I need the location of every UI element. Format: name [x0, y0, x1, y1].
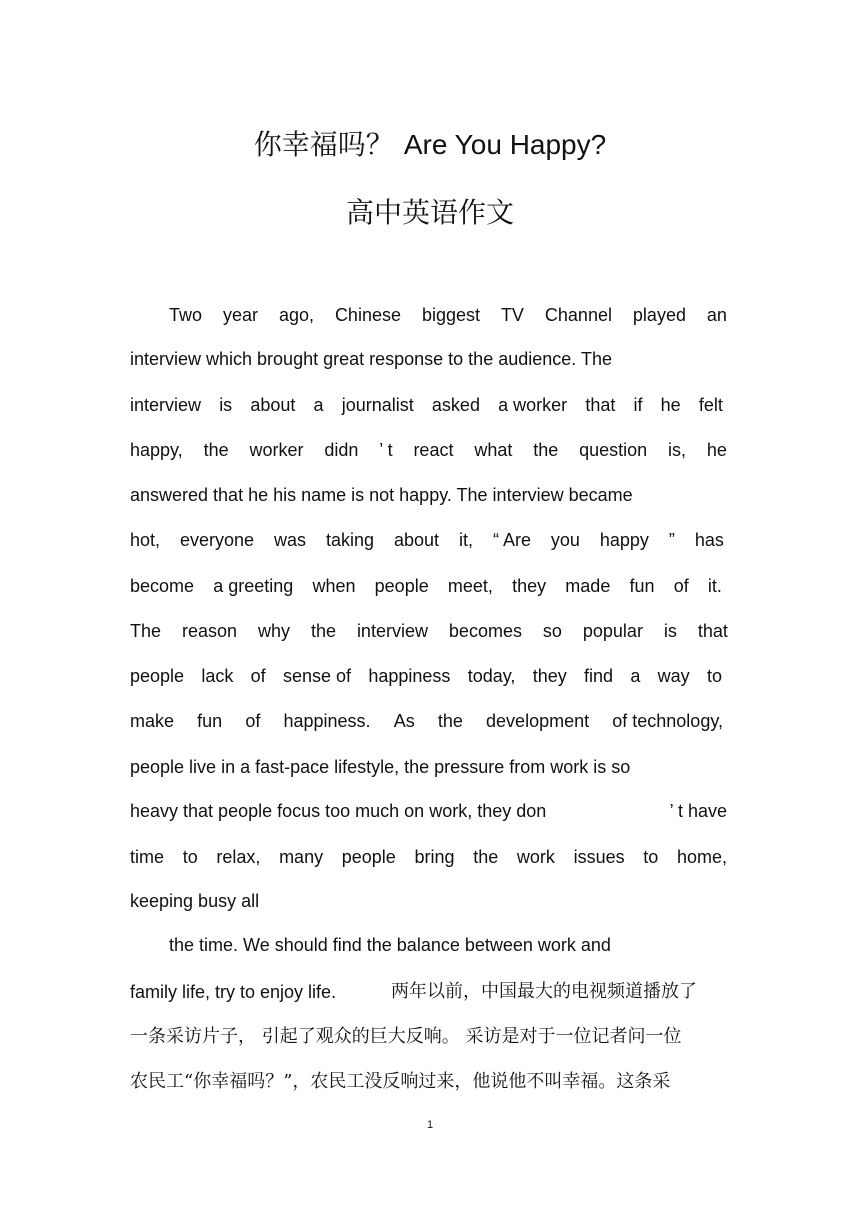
word: a worker [498, 395, 568, 415]
word: was [274, 530, 307, 550]
word: find [584, 666, 614, 686]
paragraph-line: answered that he his name is not happy. The interview became [130, 485, 633, 505]
paragraph-line: 农民工“你幸福吗？”，农民工没反响过来，他说他不叫幸福。这条采 [130, 1071, 671, 1092]
word: Channel [544, 305, 612, 325]
word: people [130, 666, 185, 686]
word: development [486, 711, 590, 731]
word: to [643, 847, 659, 867]
paragraph-line: the time. We should find the balance between work and [169, 935, 611, 955]
word: they [532, 666, 567, 686]
paragraph-line [130, 707, 723, 735]
word: fun [197, 711, 223, 731]
line-text: heavy that people focus too much on work, they don [130, 801, 547, 821]
word: “ Are [492, 530, 531, 550]
word: that [697, 621, 728, 641]
word: make [130, 711, 175, 731]
word: is [663, 621, 677, 641]
word: people [341, 847, 396, 867]
paragraph-line: 一条采访片子， 引起了观众的巨大反响。 采访是对于一位记者问一位 [130, 1026, 682, 1047]
word: he [660, 395, 681, 415]
line-tail: ’ t have [669, 801, 727, 821]
word: As [393, 711, 415, 731]
word: a [313, 395, 324, 415]
word: biggest [421, 305, 480, 325]
word: when [312, 576, 356, 596]
word: you [550, 530, 580, 550]
word: home, [676, 847, 727, 867]
word: happiness [368, 666, 451, 686]
word: year [222, 305, 258, 325]
word: bring [414, 847, 455, 867]
word: is [219, 395, 233, 415]
paragraph-line [130, 978, 720, 1006]
word: happy, [130, 440, 183, 460]
word: sense of [282, 666, 352, 686]
word: reason [181, 621, 238, 641]
word: lack [201, 666, 234, 686]
paragraph-line [130, 617, 728, 645]
word: fun [629, 576, 655, 596]
word: of technology, [612, 711, 723, 731]
word: happiness. [283, 711, 371, 731]
word: felt [698, 395, 723, 415]
word: Chinese [334, 305, 401, 325]
title-english: Are You Happy? [403, 129, 607, 160]
word: of [250, 666, 266, 686]
word: issues [573, 847, 625, 867]
word: if [633, 395, 643, 415]
paragraph-line [169, 301, 727, 329]
word: taking [325, 530, 375, 550]
word: a [630, 666, 641, 686]
word: relax, [216, 847, 261, 867]
paragraph-line [130, 662, 722, 690]
word: the [310, 621, 336, 641]
line-text: family life, try to enjoy life. [130, 982, 337, 1002]
word: hot, [130, 530, 161, 550]
page-title [0, 128, 860, 162]
word: to [706, 666, 722, 686]
word: many [279, 847, 324, 867]
word: asked [431, 395, 480, 415]
word: ago, [278, 305, 314, 325]
word: react [413, 440, 454, 460]
word: what [474, 440, 513, 460]
paragraph-line: interview which brought great response to the audience. The [130, 349, 612, 369]
word: ” [668, 530, 675, 550]
word: an [706, 305, 727, 325]
word: it, [458, 530, 473, 550]
word: has [694, 530, 724, 550]
word: today, [467, 666, 516, 686]
word: about [393, 530, 440, 550]
word: a greeting [213, 576, 294, 596]
word: that [585, 395, 616, 415]
word: question [579, 440, 648, 460]
paragraph-line: keeping busy all [130, 891, 260, 911]
word: work [516, 847, 555, 867]
word: the [473, 847, 499, 867]
word: journalist [341, 395, 414, 415]
word: of [245, 711, 261, 731]
word: made [565, 576, 611, 596]
word: why [257, 621, 290, 641]
word: of [673, 576, 689, 596]
word: time [130, 847, 165, 867]
page-number: 1 [426, 1119, 434, 1131]
word: ’ t [379, 440, 393, 460]
page-subtitle: 高中英语作文 [345, 196, 514, 229]
paragraph-line [130, 843, 727, 871]
paragraph-line: people live in a fast-pace lifestyle, the pressure from work is so [130, 757, 631, 777]
word: everyone [179, 530, 255, 550]
paragraph-line [130, 797, 727, 825]
paragraph-line [130, 436, 727, 464]
word: way [657, 666, 690, 686]
word: people [374, 576, 429, 596]
word: The [130, 621, 162, 641]
paragraph-line [130, 526, 724, 554]
word: interview [130, 395, 202, 415]
word: the [533, 440, 559, 460]
word: interview [356, 621, 428, 641]
word: he [706, 440, 727, 460]
line-text-chinese: 两年以前，中国最大的电视频道播放了 [391, 981, 697, 1002]
word: happy [599, 530, 649, 550]
word: to [182, 847, 198, 867]
word: didn [324, 440, 359, 460]
word: the [437, 711, 463, 731]
word: they [512, 576, 547, 596]
paragraph-line [130, 572, 722, 600]
word: becomes [448, 621, 522, 641]
word: popular [582, 621, 643, 641]
word: it. [707, 576, 722, 596]
word: Two [169, 305, 203, 325]
word: become [130, 576, 195, 596]
word: TV [500, 305, 524, 325]
word: about [250, 395, 296, 415]
word: the [203, 440, 229, 460]
word: so [542, 621, 562, 641]
word: is, [668, 440, 687, 460]
word: worker [249, 440, 304, 460]
word: meet, [447, 576, 493, 596]
paragraph-line [130, 391, 723, 419]
word: played [632, 305, 686, 325]
title-chinese: 你幸福吗？ [253, 128, 394, 161]
